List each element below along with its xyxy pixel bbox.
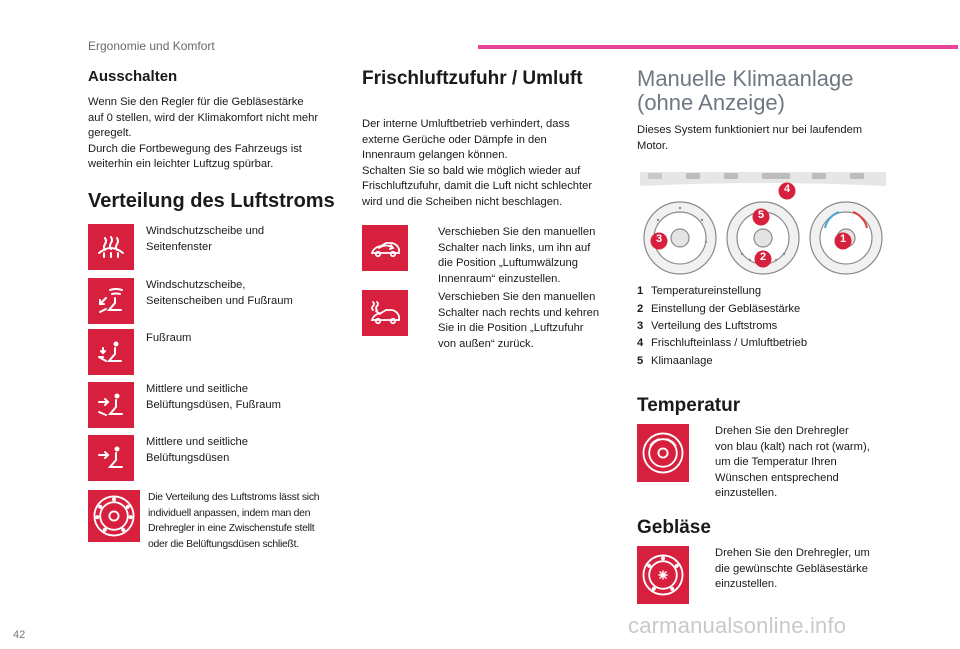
legend-text: Verteilung des Luftstroms (651, 320, 778, 332)
ausschalten-text (88, 95, 348, 173)
text-line: Verschieben Sie den manuellen (438, 291, 596, 303)
distribution-item (88, 329, 191, 375)
legend-item (637, 302, 800, 317)
note-line: Die Verteilung des Luftstroms lässt sich (148, 492, 320, 503)
callout-1 (834, 232, 852, 255)
note-line: Drehregler in eine Zwischenstufe stellt (148, 523, 315, 534)
title-line: (ohne Anzeige) (637, 90, 785, 115)
distribution-item (88, 278, 293, 324)
distribution-note (88, 490, 319, 552)
legend-item (637, 354, 713, 369)
text-line: Drehen Sie den Drehregler (715, 425, 849, 437)
text-line: Schalten Sie so bald wie möglich wieder auf (362, 164, 581, 177)
item-label: Fußraum (146, 332, 192, 344)
text-line: Innenraum“ einzustellen. (438, 272, 561, 285)
text-line: weiterhin ein leichter Luftzug spürbar. (88, 158, 274, 170)
item-label: Seitenscheiben und Fußraum (146, 294, 293, 307)
text-line: Sie in die Position „Luftzufuhr (438, 322, 584, 334)
fan-dial-icon (637, 546, 689, 604)
text-line: Dieses System funktioniert nur bei laufendem (637, 124, 863, 136)
vents-feet-icon (88, 382, 134, 428)
distribution-item (88, 382, 281, 428)
legend-text: Einstellung der Gebläsestärke (651, 303, 801, 315)
bullet-mark (420, 225, 438, 287)
text-line: auf 0 stellen, wird der Klimakomfort nicht mehr (88, 111, 319, 124)
text-line: von außen“ zurück. (438, 337, 534, 350)
header-accent-rule (478, 45, 958, 49)
legend-text: Temperatureinstellung (651, 285, 762, 297)
fresh-air-instruction (362, 290, 599, 352)
text-line: die gewünschte Gebläsestärke (715, 562, 868, 575)
text-line: einzustellen. (715, 487, 778, 499)
klimaanlage-intro (637, 123, 899, 154)
climate-control-panel-illustration (640, 168, 886, 278)
legend-item (637, 319, 777, 334)
item-label: Belüftungsdüsen, Fußraum (146, 398, 281, 411)
text-line: Drehen Sie den Drehregler, um (715, 547, 870, 559)
item-label: Seitenfenster (146, 240, 212, 253)
recirculation-car-icon (362, 225, 408, 271)
legend-text: Frischlufteinlass / Umluftbetrieb (651, 337, 808, 349)
text-line: Der interne Umluftbetrieb verhindert, dass (362, 118, 570, 130)
legend-number: 5 (637, 355, 644, 367)
bullet-mark (420, 290, 438, 352)
callout-number: 5 (757, 209, 765, 221)
text-line: von blau (kalt) nach rot (warm), (715, 440, 870, 453)
windshield-defrost-icon (88, 224, 134, 270)
text-line: Innenraum gelangen können. (362, 149, 508, 161)
distribution-dial-icon (88, 490, 140, 542)
vents-icon (88, 435, 134, 481)
item-label: Windschutzscheibe, (146, 279, 246, 291)
callout-5 (752, 208, 770, 231)
title-line: Manuelle Klimaanlage (637, 66, 854, 91)
legend-text: Klimaanlage (651, 355, 713, 367)
legend-number: 1 (637, 285, 644, 297)
legend-number: 3 (637, 320, 644, 332)
section-label: Ergonomie und Komfort (88, 39, 215, 53)
text-line: Motor. (637, 139, 669, 152)
text-line: wird und die Scheiben nicht beschlagen. (362, 195, 563, 208)
note-line: individuell anpassen, indem man den (148, 507, 311, 519)
fresh-air-car-icon (362, 290, 408, 336)
heading-frischluft: Frischluftzufuhr / Umluft (362, 68, 583, 89)
item-label: Windschutzscheibe und (146, 225, 265, 237)
text-line: Wünschen entsprechend (715, 471, 839, 484)
callout-number: 1 (839, 233, 847, 245)
callout-number: 2 (759, 251, 767, 263)
legend-number: 2 (637, 303, 644, 315)
text-line: Schalter nach links, um ihn auf (438, 241, 591, 254)
distribution-item (88, 435, 248, 481)
windshield-feet-icon (88, 278, 134, 324)
text-line: Frischluftzufuhr, damit die Luft nicht schlechter (362, 180, 593, 192)
bullet-mark (697, 546, 715, 593)
temperature-dial-icon (637, 424, 689, 482)
legend-item (637, 284, 761, 299)
text-line: einzustellen. (715, 578, 778, 590)
heading-temperatur: Temperatur (637, 395, 741, 416)
temperature-instruction (637, 424, 870, 502)
recirculation-instruction (362, 225, 595, 287)
callout-4 (778, 182, 796, 205)
watermark: carmanualsonline.info (628, 613, 847, 638)
text-line: Durch die Fortbewegung des Fahrzeugs ist (88, 142, 302, 155)
page-number: 42 (13, 629, 26, 641)
callout-2 (754, 250, 772, 273)
text-line: die Position „Luftumwälzung (438, 257, 578, 269)
text-line: Schalter nach rechts und kehren (438, 306, 600, 319)
heading-klimaanlage (637, 67, 853, 115)
legend-number: 4 (637, 337, 644, 349)
text-line: Wenn Sie den Regler für die Gebläsestärke (88, 96, 304, 108)
text-line: externe Gerüche oder Dämpfe in den (362, 133, 547, 146)
text-line: geregelt. (88, 127, 132, 139)
heading-verteilung: Verteilung des Luftstroms (88, 190, 335, 212)
item-label: Mittlere und seitliche (146, 383, 248, 395)
item-label: Mittlere und seitliche (146, 436, 248, 448)
callout-3 (650, 232, 668, 255)
feet-icon (88, 329, 134, 375)
heading-geblaese: Gebläse (637, 517, 711, 538)
note-line: oder die Belüftungsdüsen schließt. (148, 538, 299, 550)
text-line: Verschieben Sie den manuellen (438, 226, 596, 238)
callout-number: 3 (655, 233, 663, 245)
legend-item (637, 336, 807, 351)
fan-instruction (637, 546, 870, 604)
callout-number: 4 (783, 183, 791, 195)
frischluft-intro (362, 117, 624, 210)
item-label: Belüftungsdüsen (146, 451, 230, 464)
bullet-mark (697, 424, 715, 502)
distribution-item (88, 224, 264, 270)
heading-ausschalten: Ausschalten (88, 68, 178, 85)
text-line: um die Temperatur Ihren (715, 456, 837, 468)
